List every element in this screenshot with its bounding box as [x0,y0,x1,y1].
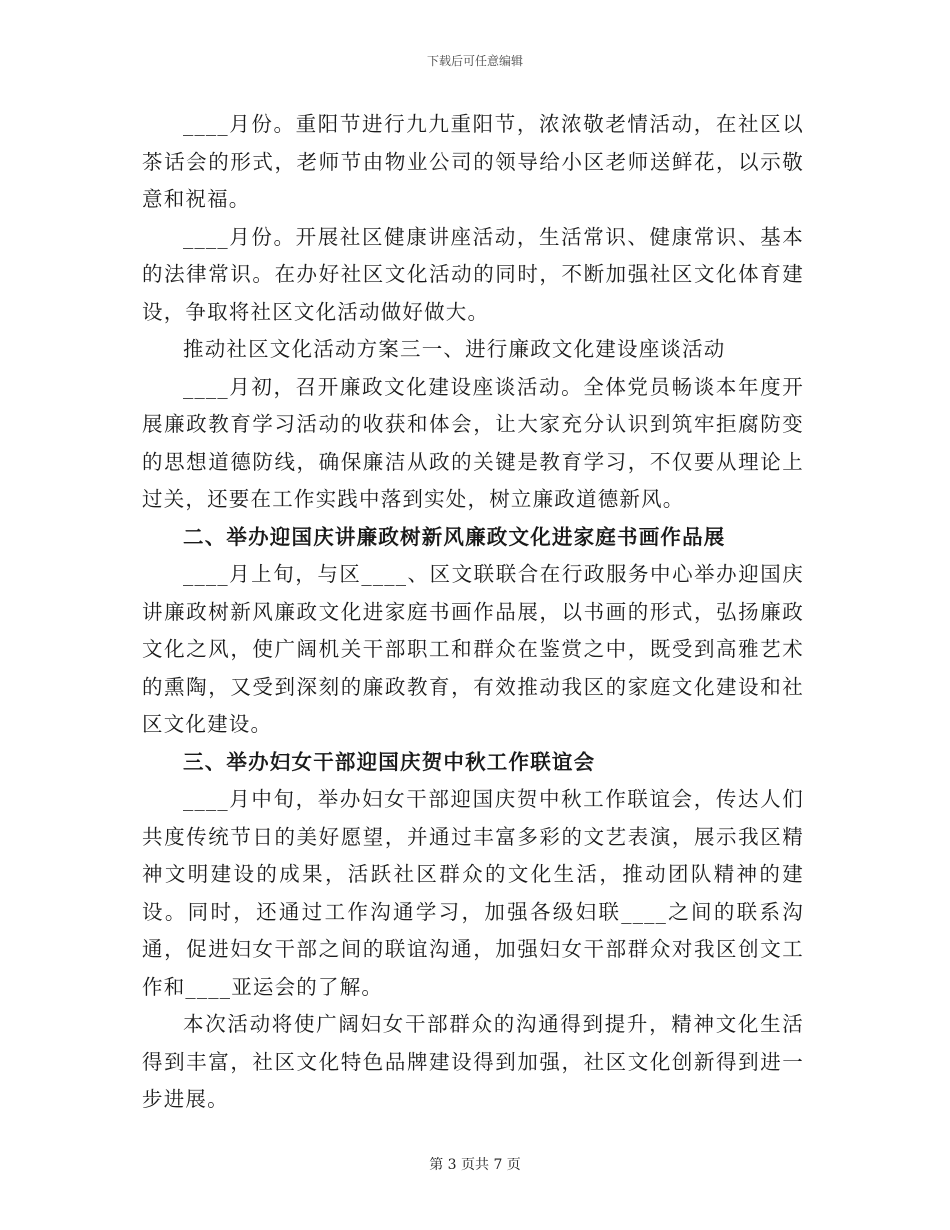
section-heading-exhibition: 二、举办迎国庆讲廉政树新风廉政文化进家庭书画作品展 [183,524,726,549]
download-note: 下载后可任意编辑 [426,54,523,68]
paragraph-plan-three-title: 推动社区文化活动方案三一、进行廉政文化建设座谈活动 [183,337,726,361]
paragraph-health-lecture: ____月份。开展社区健康讲座活动，生活常识、健康常识、基本的法律常识。在办好社区文化活动的同时，不断加强社区文化体育建设，争取将社区文化活动做好做大。 [142,224,804,324]
paragraph-exhibition: ____月上旬，与区____、区文联联合在行政服务中心举办迎国庆讲廉政树新风廉政文化进家庭书画作品展，以书画的形式，弘扬廉政文化之风，使广阔机关干部职工和群众在鉴赏之中，既受到高雅艺术的熏陶，又受到深刻的廉政教育，有效推动我区的家庭文化建设和社区文化建设。 [142,562,804,736]
document-body [142,106,804,1119]
paragraph-conclusion: 本次活动将使广阔妇女干部群众的沟通得到提升，精神文化生活得到丰富，社区文化特色品牌建设得到加强，社区文化创新得到进一步进展。 [142,1012,804,1111]
page-number: 第 3 页共 7 页 [429,1157,521,1173]
section-heading-gathering: 三、举办妇女干部迎国庆贺中秋工作联谊会 [183,749,596,774]
paragraph-seminar: ____月初，召开廉政文化建设座谈活动。全体党员畅谈本年度开展廉政教育学习活动的收获和体会，让大家充分认识到筑牢拒腐防变的思想道德防线，确保廉洁从政的关键是教育学习，不仅要从理论上过关，还要在工作实践中落到实处，树立廉政道德新风。 [142,374,804,511]
paragraph-september: ____月份。重阳节进行九九重阳节，浓浓敬老情活动，在社区以茶话会的形式，老师节由物业公司的领导给小区老师送鲜花，以示敬意和祝福。 [142,112,804,211]
paragraph-gathering: ____月中旬，举办妇女干部迎国庆贺中秋工作联谊会，传达人们共度传统节日的美好愿望，并通过丰富多彩的文艺表演，展示我区精神文明建设的成果，活跃社区群众的文化生活，推动团队精神的建设。同时，还通过工作沟通学习，加强各级妇联____之间的联系沟通，促进妇女干部之间的联谊沟通，加强妇女干部群众对我区创文工作和____亚运会的了解。 [142,787,804,999]
